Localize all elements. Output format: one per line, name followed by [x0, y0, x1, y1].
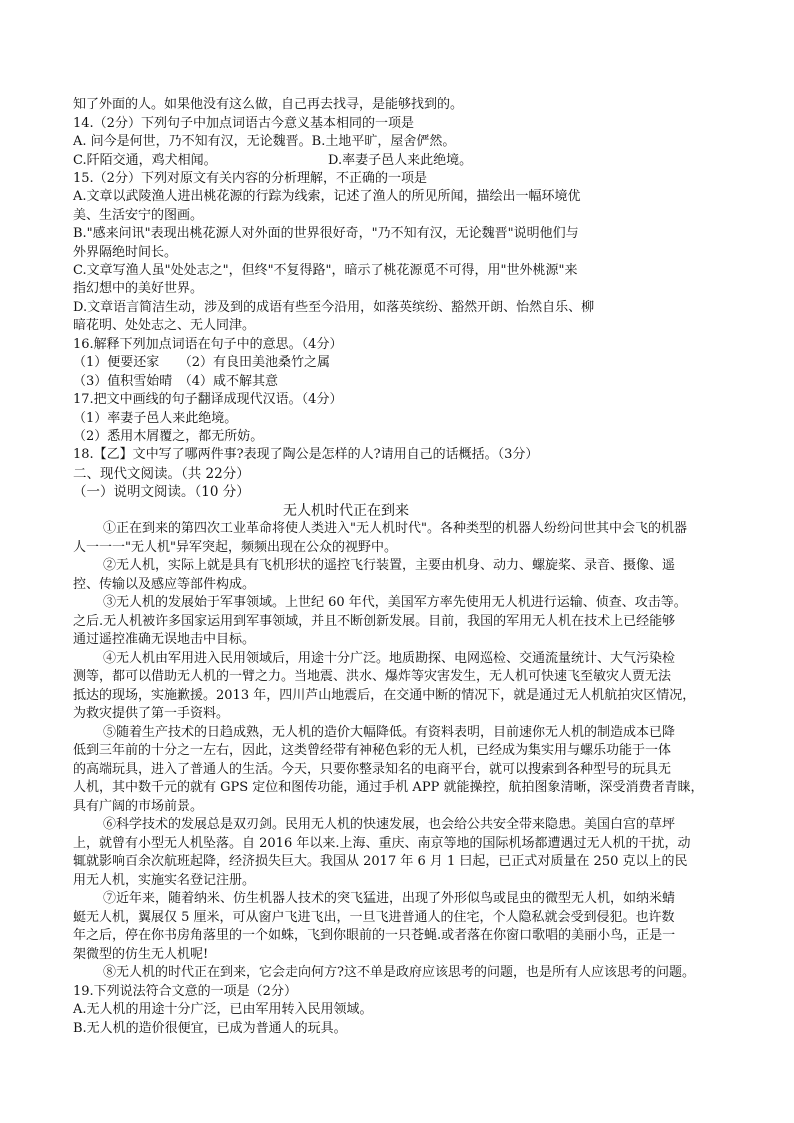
- text-line: （1）便要还家 （2）有良田美池桑竹之属: [73, 355, 331, 370]
- text-line: 暗花明、处处志之、无人同津。: [73, 318, 256, 333]
- text-line: A.文章以武陵渔人进出桃花源的行踪为线索，记述了渔人的所见所闻，描绘出一幅环境优: [73, 189, 581, 204]
- paragraph-line: ①正在到来的第四次工业革命将使人类进入"无人机时代"。各种类型的机器人纷纷问世其中会飞的机器: [103, 521, 687, 536]
- option-line: A. 问今是何世，乃不知有汉，无论魏晋。B.土地平旷，屋舍俨然。: [73, 134, 456, 149]
- paragraph-line: 架微型的仿生无人机呢!: [73, 947, 209, 962]
- paragraph-line: 为救灾提供了第一手资料。: [73, 706, 230, 721]
- subsection-heading: （一）说明文阅读。（10 分）: [73, 484, 250, 500]
- paragraph-line: 之后.无人机被许多国家运用到军事领域，并且不断创新发展。目前，我国的军用无人机在技术上已经能够: [73, 614, 676, 629]
- paragraph-line: 人一一一"无人机"异军突起，频频出现在公众的视野中。: [73, 540, 397, 555]
- paragraph-line: 辄就影响百余次航班起降，经济损失巨大。我国从 2017 年 6 月 1 曰起，已正式对质量在 250 克以上的民: [73, 854, 688, 869]
- option-d: D.率妻子邑人来此绝境。: [328, 153, 473, 168]
- paragraph-line: 控、传输以及感应等部件构成。: [73, 577, 256, 592]
- text-line: 指幻想中的美好世界。: [73, 281, 204, 296]
- text-line: （3）值积雪始晴 （4）咸不解其意: [73, 374, 279, 389]
- paragraph-line: 年之后，停在你书房角落里的一个如蛛，飞到你眼前的一只苍蝇.或者落在你窗口歌唱的美丽小鸟，正是一: [73, 928, 676, 943]
- paragraph-line: 的高端玩具，进入了普通人的生活。今天，只要你整录知名的电商平台，就可以搜索到各种型号的玩具无: [73, 762, 672, 777]
- section-heading: 二、现代文阅读。（共 22分）: [73, 466, 250, 482]
- paragraph-line: ⑥科学技术的发展总是双刃剑。民用无人机的快速发展，也会给公共安全带来隐患。美国白宫的草坪: [103, 817, 676, 832]
- option-b: B.无人机的造价很便宜，已成为普通人的玩具。: [73, 1021, 347, 1036]
- question-15: 15.（2分）下列对原文有关内容的分析理解，不正确的一项是: [73, 171, 427, 186]
- paragraph-line: 蜓无人机，翼展仅 5 厘米，可从窗户飞进飞出，一旦飞进普通人的住宅，个人隐私就会受到侵犯。也许数: [73, 910, 675, 925]
- paragraph-line: 低到三年前的十分之一左右，因此，这类曾经带有神秘色彩的无人机，已经成为集实用与螺乐功能于一体: [73, 743, 672, 758]
- text-line: 知了外面的人。如果他没有这么做，自己再去找寻，是能够找到的。: [73, 97, 464, 112]
- paragraph-line: ②无人机，实际上就是具有飞机形状的遥控飞行装置，主要由机身、动力、螺旋桨、录音、摄像、遥: [103, 558, 676, 573]
- paragraph-line: 测等，都可以借助无人机的一臂之力。当地震、洪水、爆炸等灾害发生，无人机可快速飞至敏灾人贾无法: [73, 669, 672, 684]
- text-line: 美、生活安宁的图画。: [73, 208, 204, 223]
- paragraph-line: ③无人机的发展始于军事领域。上世纪 60 年代，美国军方率先使用无人机进行运输、侦查、攻击等。: [103, 595, 687, 610]
- text-line: （2）悉用木屑覆之，都无所妨。: [73, 429, 264, 444]
- text-line: C.文章写渔人虽"处处志之"，但终"不复得路"，暗示了桃花源觅不可得，用"世外桃源"来: [73, 263, 578, 278]
- question-18: 18.【乙】文中写了哪两件事?表现了陶公是怎样的人?请用自己的话概括。（3分）: [73, 447, 539, 462]
- text-line: 外界隔绝时间长。: [73, 245, 178, 260]
- paragraph-line: 抵达的现场，实施歉援。2013 年，四川芦山地震后，在交通中断的情况下，就是通过无人机航拍灾区情况，: [73, 688, 696, 703]
- question-19: 19.下列说法符合文意的一项是（2分）: [73, 984, 297, 999]
- article-title: 无人机时代正在到来: [283, 503, 409, 519]
- question-17: 17.把文中画线的句子翻译成现代汉语。（4分）: [73, 392, 343, 407]
- paragraph-line: 具有广阔的市场前景。: [73, 799, 204, 814]
- paragraph-line: ⑦近年来，随着纳米、仿生机器人技术的突飞猛进，出现了外形似鸟或昆虫的微型无人机，如纳米蜻: [103, 891, 676, 906]
- paragraph-line: 人机，其中数千元的就有 GPS 定位和图传功能，通过手机 APP 就能操控，航拍图象清晰，深受消费者青睐，: [73, 780, 704, 795]
- question-14: 14.（2分）下列句子中加点词语古今意义基本相同的一项是: [73, 116, 414, 131]
- question-16: 16.解释下列加点词语在句子中的意思。（4分）: [73, 337, 343, 352]
- paragraph-line: 上，就曾有小型无人机坠落。自 2016 年以来.上海、重庆、南京等地的国际机场都遭遇过无人机的干扰，动: [73, 836, 691, 851]
- paragraph-line: ④无人机由军用进入民用领域后，用途十分广泛。地质勘探、电网巡检、交通流量统计、大气污染检: [103, 651, 676, 666]
- paragraph-line: ⑧无人机的时代正在到来，它会走向何方?这不单是政府应该思考的问题，也是所有人应该思考的问题。: [103, 965, 695, 980]
- text-line: D.文章语言简洁生动，涉及到的成语有些至今沿用，如落英缤纷、豁然开朗、怡然自乐、柳: [73, 300, 595, 315]
- text-line: B."感来问讯"表现出桃花源人对外面的世界很好奇，"乃不知有汉，无论魏晋"说明他们与: [73, 226, 579, 241]
- option-a: A.无人机的用途十分广泛，已由军用转入民用领域。: [73, 1002, 373, 1017]
- text-line: （1）率妻子邑人来此绝境。: [73, 411, 238, 426]
- paragraph-line: ⑤随着生产技术的日趋成熟，无人机的造价大幅降低。有资料表明，目前速你无人机的制造成本已降: [103, 725, 676, 740]
- option-c: C.阡陌交通，鸡犬相闻。: [73, 153, 217, 168]
- paragraph-line: 用无人机，实施实名登记注册。: [73, 873, 256, 888]
- paragraph-line: 通过遥控准确无误地击中目标。: [73, 632, 256, 647]
